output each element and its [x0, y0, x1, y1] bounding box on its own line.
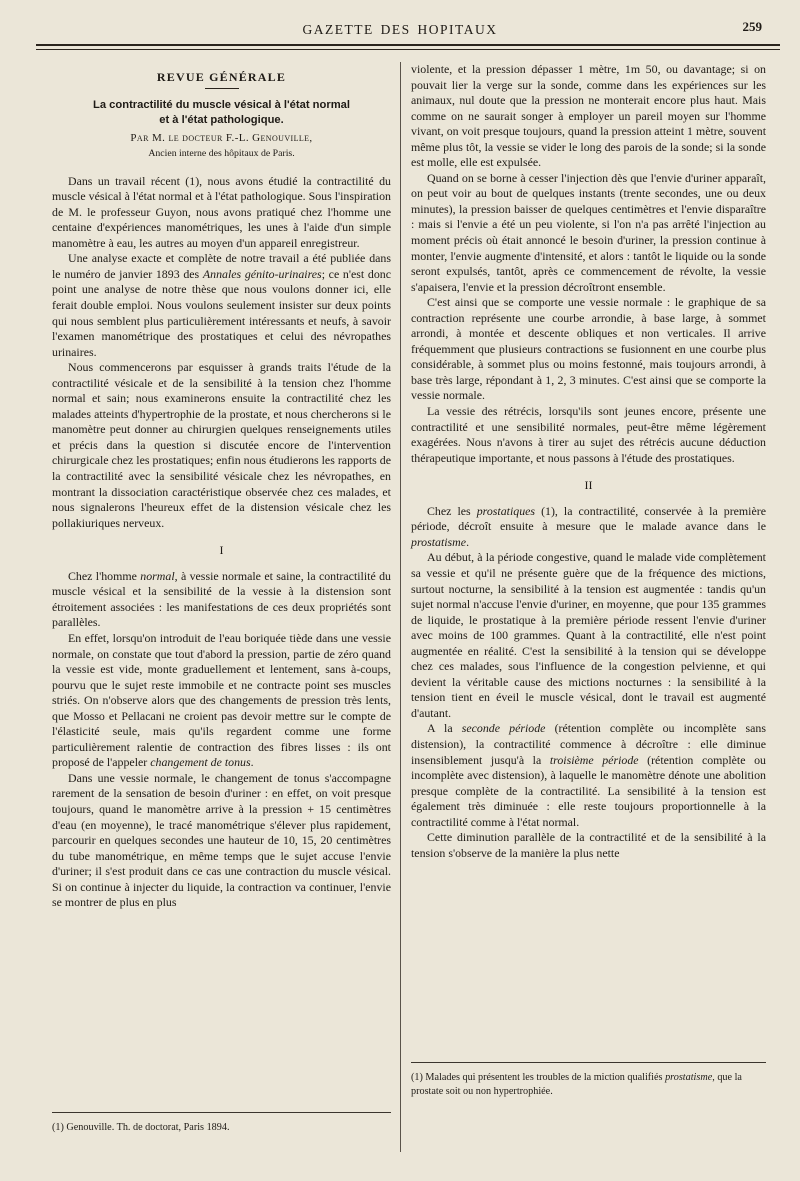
header-rule	[36, 44, 780, 46]
emphasis: troisième période	[549, 752, 639, 767]
paragraph: Nous commencerons par esquisser à grands traits l'étude de la contractilité vésicale et de la sensibilité à la tension chez l'homme normal et sain; nous examinerons ensuite la contractilité chez les malades atteints d'hypertrophie de la prostate, et nous chercherons si le manomètre peut donner au chirurgien quelques renseignements utiles et précis dans la question si discutée encore de l'intervention chirurgicale chez les prostatiques; enfin nous étudierons les rapports de la contractilité avec la sensibilité vésicale chez les névropathes, en montrant la dissociation caractéristique observée chez ces malades, et nous signalerons l'heureux effet de la distension vésicale chez les pollakiuriques nerveux.	[52, 360, 391, 530]
emphasis: seconde période	[461, 721, 546, 736]
paragraph: Cette diminution parallèle de la contractilité et de la sensibilité à la tension s'observe de la manière la plus nette	[411, 830, 766, 860]
section-numeral: I	[219, 543, 224, 558]
emphasis: prostatiques	[476, 503, 536, 518]
footnote-rule	[52, 1112, 391, 1113]
article-title	[52, 98, 391, 128]
author-affiliation: Ancien interne des hôpitaux de Paris.	[148, 148, 295, 160]
emphasis: normal	[140, 568, 175, 583]
article-title-line1: La contractilité du muscle vésical à l'état normal	[93, 98, 350, 111]
footnote: (1) Malades qui présentent les troubles de la miction qualifiés prostatisme, que la prostate soit ou non hypertrophiée.	[411, 1072, 742, 1097]
paragraph: violente, et la pression dépasser 1 mètre, 1m 50, ou davantage; si on pouvait lier la verge sur la sonde, comme dans les expériences sur les animaux, nul doute que la pression ne monterait encore plus haut. Mais comme on ne saurait songer à employer un pareil moyen sur l'homme vivant, on voit presque toujours, quand la pression atteint 1 mètre, souvent même plus tôt, la vessie se vider le long des parois de la sonde; si la sonde est molle, elle est expulsée.	[411, 62, 766, 170]
article-title-line2: et à l'état pathologique.	[159, 113, 284, 126]
paragraph: Chez les prostatiques (1), la contractilité, conservée à la première période, décroît ensuite à mesure que le malade avance dans le prostatisme.	[411, 503, 766, 549]
paragraph: Dans un travail récent (1), nous avons étudié la contractilité du muscle vésical à l'état normal et à l'état pathologique. Sous l'inspiration de M. le professeur Guyon, nous avons pratiqué chez l'homme une centaine d'expériences manométriques, les unes à l'aide d'un simple manomètre à eau, les autres au moyen d'un appareil enregistreur.	[52, 173, 391, 250]
paragraph: Dans une vessie normale, le changement de tonus s'accompagne rarement de la sensation de besoin d'uriner : en effet, on voit presque toujours, quand le manomètre arrive à la pression + 15 centimètres d'eau (en moyenne), le tracé manométrique s'élever plus rapidement, parcourir en quelques secondes une hauteur de 10, 15, 20 centimètres du tube manométrique, en même temps que le sujet accuse l'envie d'uriner; il s'est produit dans ce cas une contraction du muscle vésical. Si on continue à injecter du liquide, la contraction va continuer, l'envie se montrer de plus en plus	[52, 770, 391, 910]
paragraph: En effet, lorsqu'on introduit de l'eau boriquée tiède dans une vessie normale, on constate que tout d'abord la pression, partie de zéro quand la vessie est vide, monte graduellement et lentement, sans à-coups, pourvu que le sujet reste immobile et ne contracte point ses muscles striés. On n'observe alors que des changements de pression très lents, que Mosso et Pellacani ne croient pas devoir mettre sur le compte de l'élasticité seule, mais qu'ils regardent comme une forme particulièrement ralentie de contraction des fibres lisses : ils ont proposé de l'appeler changement de tonus.	[52, 630, 391, 770]
left-footnote-block	[52, 1112, 391, 1135]
header-rule-thin	[36, 49, 780, 50]
paragraph: Au début, à la période congestive, quand le malade vide complètement sa vessie et qu'il ne présente guère que de la fréquence des mictions, surtout nocturne, la sensibilité à la tension est augmentée : tandis qu'un sujet normal n'accuse l'envie d'uriner, en moyenne, que pour 135 grammes de liquide, le prostatique à la première période ressent l'envie d'uriner avec moins de 100 grammes. Quant à la contractilité, elle n'est point augmentée en réalité. C'est la sensibilité à la tension qui se développe chez ces malades, sous l'influence de la congestion pelvienne, et qui devient la véritable cause des mictions nocturnes : la sensibilité à la tension tient en éveil le muscle vésical, dont le travail est augmenté d'autant.	[411, 550, 766, 720]
author-line: Par M. le docteur F.-L. Genouville,	[130, 131, 313, 144]
emphasis: changement de tonus	[150, 755, 251, 770]
paragraph: A la seconde période (rétention complète ou incomplète sans distension), la contractilité commence à décroître : elle diminue insensiblement jusqu'à la troisième période (rétention complète ou incomplète avec distension), à laquelle le manomètre dénote une abolition presque complète de la contractilité. La sensibilité à la tension est également très diminuée : elle reste toujours proportionnelle à la contractilité comme à l'état normal.	[411, 721, 766, 829]
paragraph: Quand on se borne à cesser l'injection dès que l'envie d'uriner apparaît, on peut voir au bout de quelques instants (trente secondes, une ou deux minutes), la pression baisser de quelques centimètres et l'envie disparaître : mais si l'envie a été un peu violente, si l'on n'a pas arrêté l'injection au moment précis où était annoncé le besoin d'uriner, la pression continue à monter, l'envie augmente d'intensité, et alors : tantôt le liquide ou la sonde seront expulsés, tantôt, après ce commencement de révolte, la vessie s'apaisera, l'envie et la pression décroîtront ensemble.	[411, 170, 766, 294]
right-footnote-block	[411, 1062, 766, 1099]
paragraph: La vessie des rétrécis, lorsqu'ils sont jeunes encore, présente une contractilité et une sensibilité normales, peut-être même légèrement exagérées. Nous n'avons à tirer au sujet des rétrécis aucune déduction thérapeutique importante, et nous passons à l'étude des prostatiques.	[411, 404, 766, 465]
running-title: GAZETTE DES HOPITAUX	[302, 22, 498, 37]
column-divider	[400, 62, 401, 1152]
left-column	[52, 70, 391, 911]
section-numeral: II	[584, 478, 593, 493]
paragraph: C'est ainsi que se comporte une vessie normale : le graphique de sa contraction représente une courbe arrondie, à base large, à sommet arrondi, à montée et descente obliques et non verticales. Il arrive fréquemment que plusieurs contractions se fusionnent en une courbe plus considérable, à sommet plus ou moins festonné, mais toujours arrondi, à base très large, répondant à 1, 2, 3 minutes. C'est ainsi que se comporte la vessie normale.	[411, 295, 766, 403]
page-number: 259	[742, 19, 762, 34]
section-label-rule	[205, 88, 239, 89]
paragraph: Une analyse exacte et complète de notre travail a été publiée dans le numéro de janvier 1893 des Annales génito-urinaires; ce n'est donc point une analyse de notre thèse que nous voulons donner ici, elle ferait double emploi. Nous voulons seulement insister sur deux points qui nous semblent plus particulièrement intéressants et neufs, à savoir l'examen manométrique des prostatiques et celui des névropathes urinaires.	[52, 251, 392, 359]
footnote: (1) Genouville. Th. de doctorat, Paris 1894.	[52, 1122, 230, 1133]
footnote-rule	[411, 1062, 766, 1063]
right-column	[411, 62, 766, 861]
journal-name: Annales génito-urinaires	[202, 266, 322, 281]
paragraph: Chez l'homme normal, à vessie normale et saine, la contractilité du muscle vésical et la sensibilité de la vessie à la distension sont étroitement associées : les manifestations de ces deux propriétés sont parallèles.	[52, 568, 391, 630]
section-label: REVUE GÉNÉRALE	[156, 70, 287, 84]
emphasis: prostatisme	[411, 534, 467, 549]
